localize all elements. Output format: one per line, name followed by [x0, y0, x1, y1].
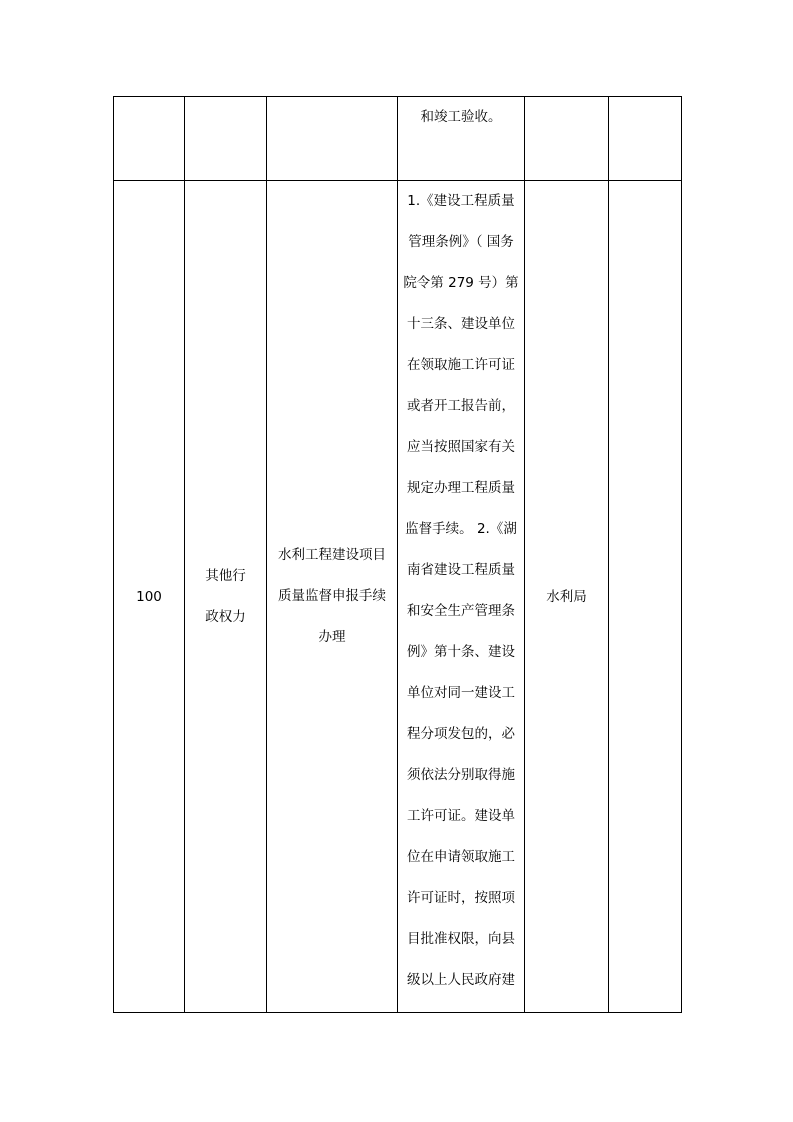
remark-cell — [609, 97, 682, 181]
basis-line: 位在申请领取施工 — [407, 849, 515, 865]
basis-line: 须依法分别取得施 — [407, 767, 515, 783]
basis-line: 目批准权限，向县 — [407, 931, 515, 947]
basis-line: 管理条例》（ 国务 — [408, 234, 514, 250]
basis-line: 级以上人民政府建 — [407, 972, 515, 988]
power-list-table — [113, 96, 682, 1013]
basis-line: 监督手续。 2.《湖 — [405, 521, 517, 537]
table-row — [114, 181, 682, 1013]
basis-line: 工许可证。建设单 — [407, 808, 515, 824]
basis-line: 1.《建设工程质量 — [407, 193, 515, 209]
basis-cell — [398, 97, 525, 181]
basis-line: 或者开工报告前， — [407, 398, 515, 414]
item-cell — [267, 97, 398, 181]
seq-cell: 100 — [114, 181, 185, 1013]
basis-line: 和安全生产管理条 — [407, 603, 515, 619]
category-cell: 其他行政权力 — [185, 181, 267, 1013]
basis-line: 程分项发包的，必 — [407, 726, 515, 742]
basis-line: 规定办理工程质量 — [407, 480, 515, 496]
basis-line: 许可证时，按照项 — [407, 890, 515, 906]
department-cell: 水利局 — [525, 181, 609, 1013]
basis-line: 南省建设工程质量 — [407, 562, 515, 578]
basis-line: 例》第十条、建设 — [407, 644, 515, 660]
table-row — [114, 97, 682, 181]
basis-line: 和竣工验收。 — [420, 109, 502, 125]
basis-line: 在领取施工许可证 — [407, 357, 515, 373]
seq-cell — [114, 97, 185, 181]
basis-cell — [398, 181, 525, 1013]
basis-line: 院令第 279 号）第 — [403, 275, 519, 291]
department-cell — [525, 97, 609, 181]
basis-line: 应当按照国家有关 — [407, 439, 515, 455]
item-cell: 水利工程建设项目质量监督申报手续办理 — [267, 181, 398, 1013]
category-cell — [185, 97, 267, 181]
basis-line: 十三条、建设单位 — [407, 316, 515, 332]
remark-cell — [609, 181, 682, 1013]
basis-line: 单位对同一建设工 — [407, 685, 515, 701]
